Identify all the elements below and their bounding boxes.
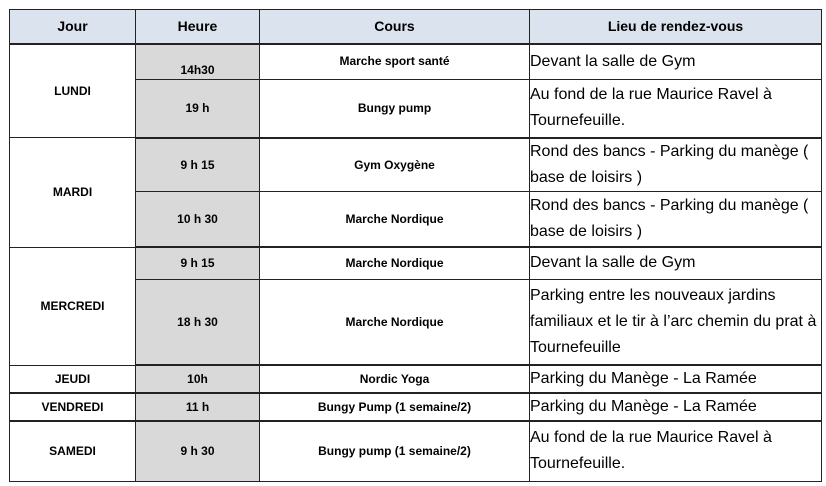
schedule-table (9, 9, 822, 482)
hour-cell: 9 h 15 (136, 247, 260, 279)
course-cell: Nordic Yoga (260, 365, 530, 393)
place-cell: Devant la salle de Gym (530, 44, 822, 80)
course-cell: Marche sport santé (260, 44, 530, 80)
place-cell: Devant la salle de Gym (530, 247, 822, 279)
place-cell: Rond des bancs - Parking du manège ( base de loisirs ) (530, 138, 822, 192)
table-row (10, 138, 822, 192)
course-cell: Bungy Pump (1 semaine/2) (260, 393, 530, 421)
course-cell: Marche Nordique (260, 191, 530, 247)
place-cell: Au fond de la rue Maurice Ravel à Tournefeuille. (530, 80, 822, 138)
day-cell: VENDREDI (10, 393, 136, 421)
hour-cell: 11 h (136, 393, 260, 421)
hour-cell: 14h30 (136, 44, 260, 80)
table-row (10, 44, 822, 80)
header-day: Jour (10, 10, 136, 44)
hour-cell: 18 h 30 (136, 279, 260, 365)
day-cell: LUNDI (10, 44, 136, 138)
course-cell: Gym Oxygène (260, 138, 530, 192)
header-row (10, 10, 822, 44)
course-cell: Bungy pump (1 semaine/2) (260, 421, 530, 481)
day-cell: JEUDI (10, 365, 136, 393)
day-cell: MERCREDI (10, 247, 136, 365)
header-course: Cours (260, 10, 530, 44)
place-cell: Parking du Manège - La Ramée (530, 365, 822, 393)
place-cell: Au fond de la rue Maurice Ravel à Tournefeuille. (530, 421, 822, 481)
header-place: Lieu de rendez-vous (530, 10, 822, 44)
table-row (10, 247, 822, 279)
header-hour: Heure (136, 10, 260, 44)
hour-cell: 9 h 30 (136, 421, 260, 481)
day-cell: SAMEDI (10, 421, 136, 481)
place-cell: Parking du Manège - La Ramée (530, 393, 822, 421)
place-cell: Parking entre les nouveaux jardins familiaux et le tir à l’arc chemin du prat à Tournefeuille (530, 279, 822, 365)
hour-cell: 10 h 30 (136, 191, 260, 247)
hour-cell: 9 h 15 (136, 138, 260, 192)
hour-cell: 10h (136, 365, 260, 393)
table-row (10, 421, 822, 481)
course-cell: Marche Nordique (260, 279, 530, 365)
table-row (10, 365, 822, 393)
table-row (10, 393, 822, 421)
course-cell: Bungy pump (260, 80, 530, 138)
course-cell: Marche Nordique (260, 247, 530, 279)
day-cell: MARDI (10, 138, 136, 248)
hour-cell: 19 h (136, 80, 260, 138)
place-cell: Rond des bancs - Parking du manège ( base de loisirs ) (530, 191, 822, 247)
